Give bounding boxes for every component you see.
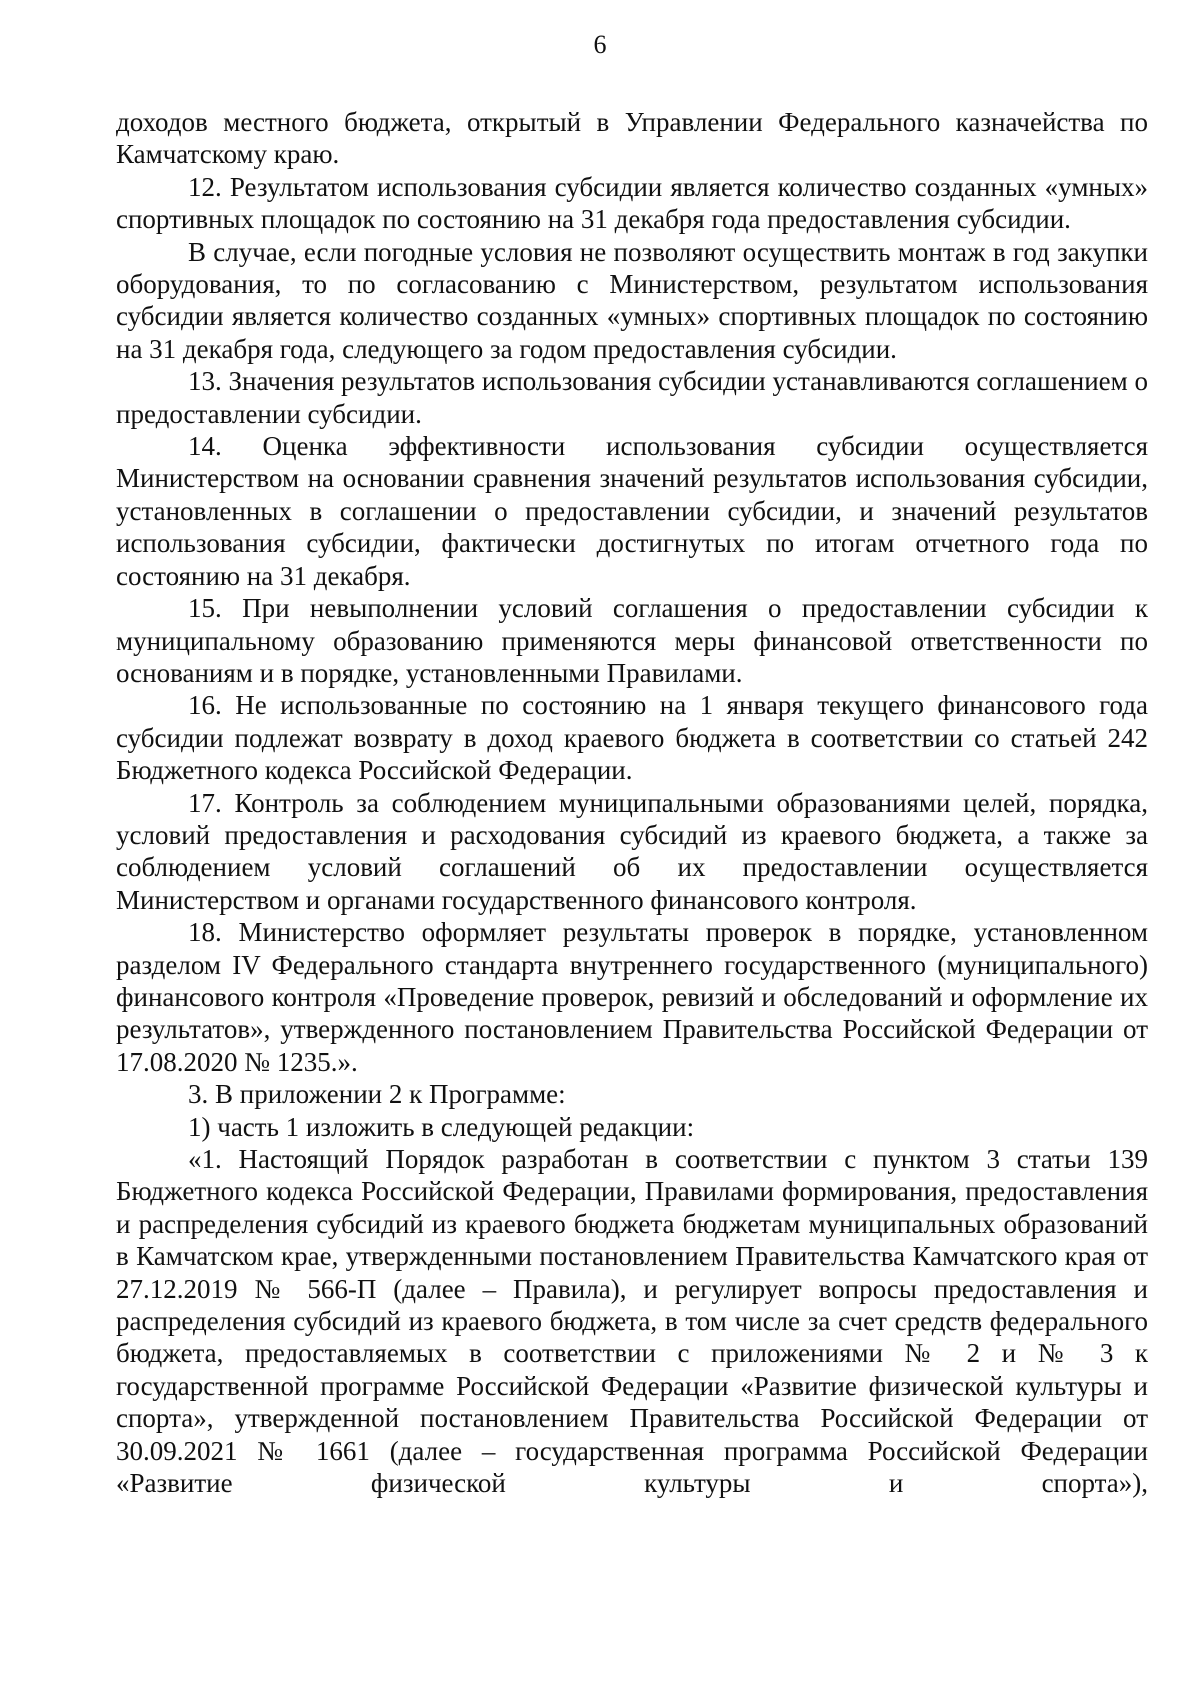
paragraph-18: 18. Министерство оформляет результаты проверок в порядке, установленном разделом IV Федерального стандарта внутреннего государственного (муниципального) финансового контроля «Проведение проверок, ревизий и обследований и оформление их результатов», утвержденного постановлением Правительства Российской Федерации от 17.08.2020 № 1235.». [116, 917, 1148, 1077]
paragraph-17: 17. Контроль за соблюдением муниципальными образованиями целей, порядка, условий предоставления и расходования субсидий из краевого бюджета, а также за соблюдением условий соглашений об их предоставлении осуществляется Министерством и органами государственного финансового контроля. [116, 787, 1148, 915]
paragraph-12: 12. Результатом использования субсидии является количество созданных «умных» спортивных площадок по состоянию на 31 декабря года предоставления субсидии. [116, 171, 1148, 235]
paragraph-weather-condition: В случае, если погодные условия не позволяют осуществить монтаж в год закупки оборудования, то по согласованию с Министерством, результатом использования субсидии является количество созданных «умных» спортивных площадок по состоянию на 31 декабря года, следующего за годом предоставления субсидии. [116, 236, 1148, 364]
paragraph-quoted-part-1: «1. Настоящий Порядок разработан в соответствии с пунктом 3 статьи 139 Бюджетного кодекса Российской Федерации, Правилами формирования, предоставления и распределения субсидий из краевого бюджета бюджетам муниципальных образований в Камчатском крае, утвержденными постановлением Правительства Камчатского края от 27.12.2019 № 566-П (далее – Правила), и регулирует вопросы предоставления и распределения субсидий из краевого бюджета, в том числе за счет средств федерального бюджета, предоставляемых в соответствии с приложениями № 2 и № 3 к государственной программе Российской Федерации «Развитие физической культуры и спорта», утвержденной постановлением Правительства Российской Федерации от 30.09.2021 № 1661 (далее – государственная программа Российской Федерации «Развитие физической культуры и спорта»), [116, 1144, 1148, 1499]
paragraph-13: 13. Значения результатов использования субсидии устанавливаются соглашением о предоставлении субсидии. [116, 366, 1148, 429]
document-body [116, 106, 1148, 1499]
paragraph-subitem-1: 1) часть 1 изложить в следующей редакции: [188, 1111, 695, 1142]
paragraph-item-3: 3. В приложении 2 к Программе: [188, 1079, 566, 1110]
paragraph-16: 16. Не использованные по состоянию на 1 января текущего финансового года субсидии подлежат возврату в доход краевого бюджета в соответствии со статьей 242 Бюджетного кодекса Российской Федерации. [116, 690, 1148, 786]
paragraph-continuation: доходов местного бюджета, открытый в Управлении Федерального казначейства по Камчатскому краю. [116, 107, 1148, 170]
page-number: 6 [593, 30, 607, 59]
paragraph-14: 14. Оценка эффективности использования субсидии осуществляется Министерством на основании сравнения значений результатов использования субсидии, установленных в соглашении о предоставлении субсидии, и значений результатов использования субсидии, фактически достигнутых по итогам отчетного года по состоянию на 31 декабря. [116, 431, 1148, 591]
paragraph-15: 15. При невыполнении условий соглашения о предоставлении субсидии к муниципальному образованию применяются меры финансовой ответственности по основаниям и в порядке, установленными Правилами. [116, 593, 1148, 688]
